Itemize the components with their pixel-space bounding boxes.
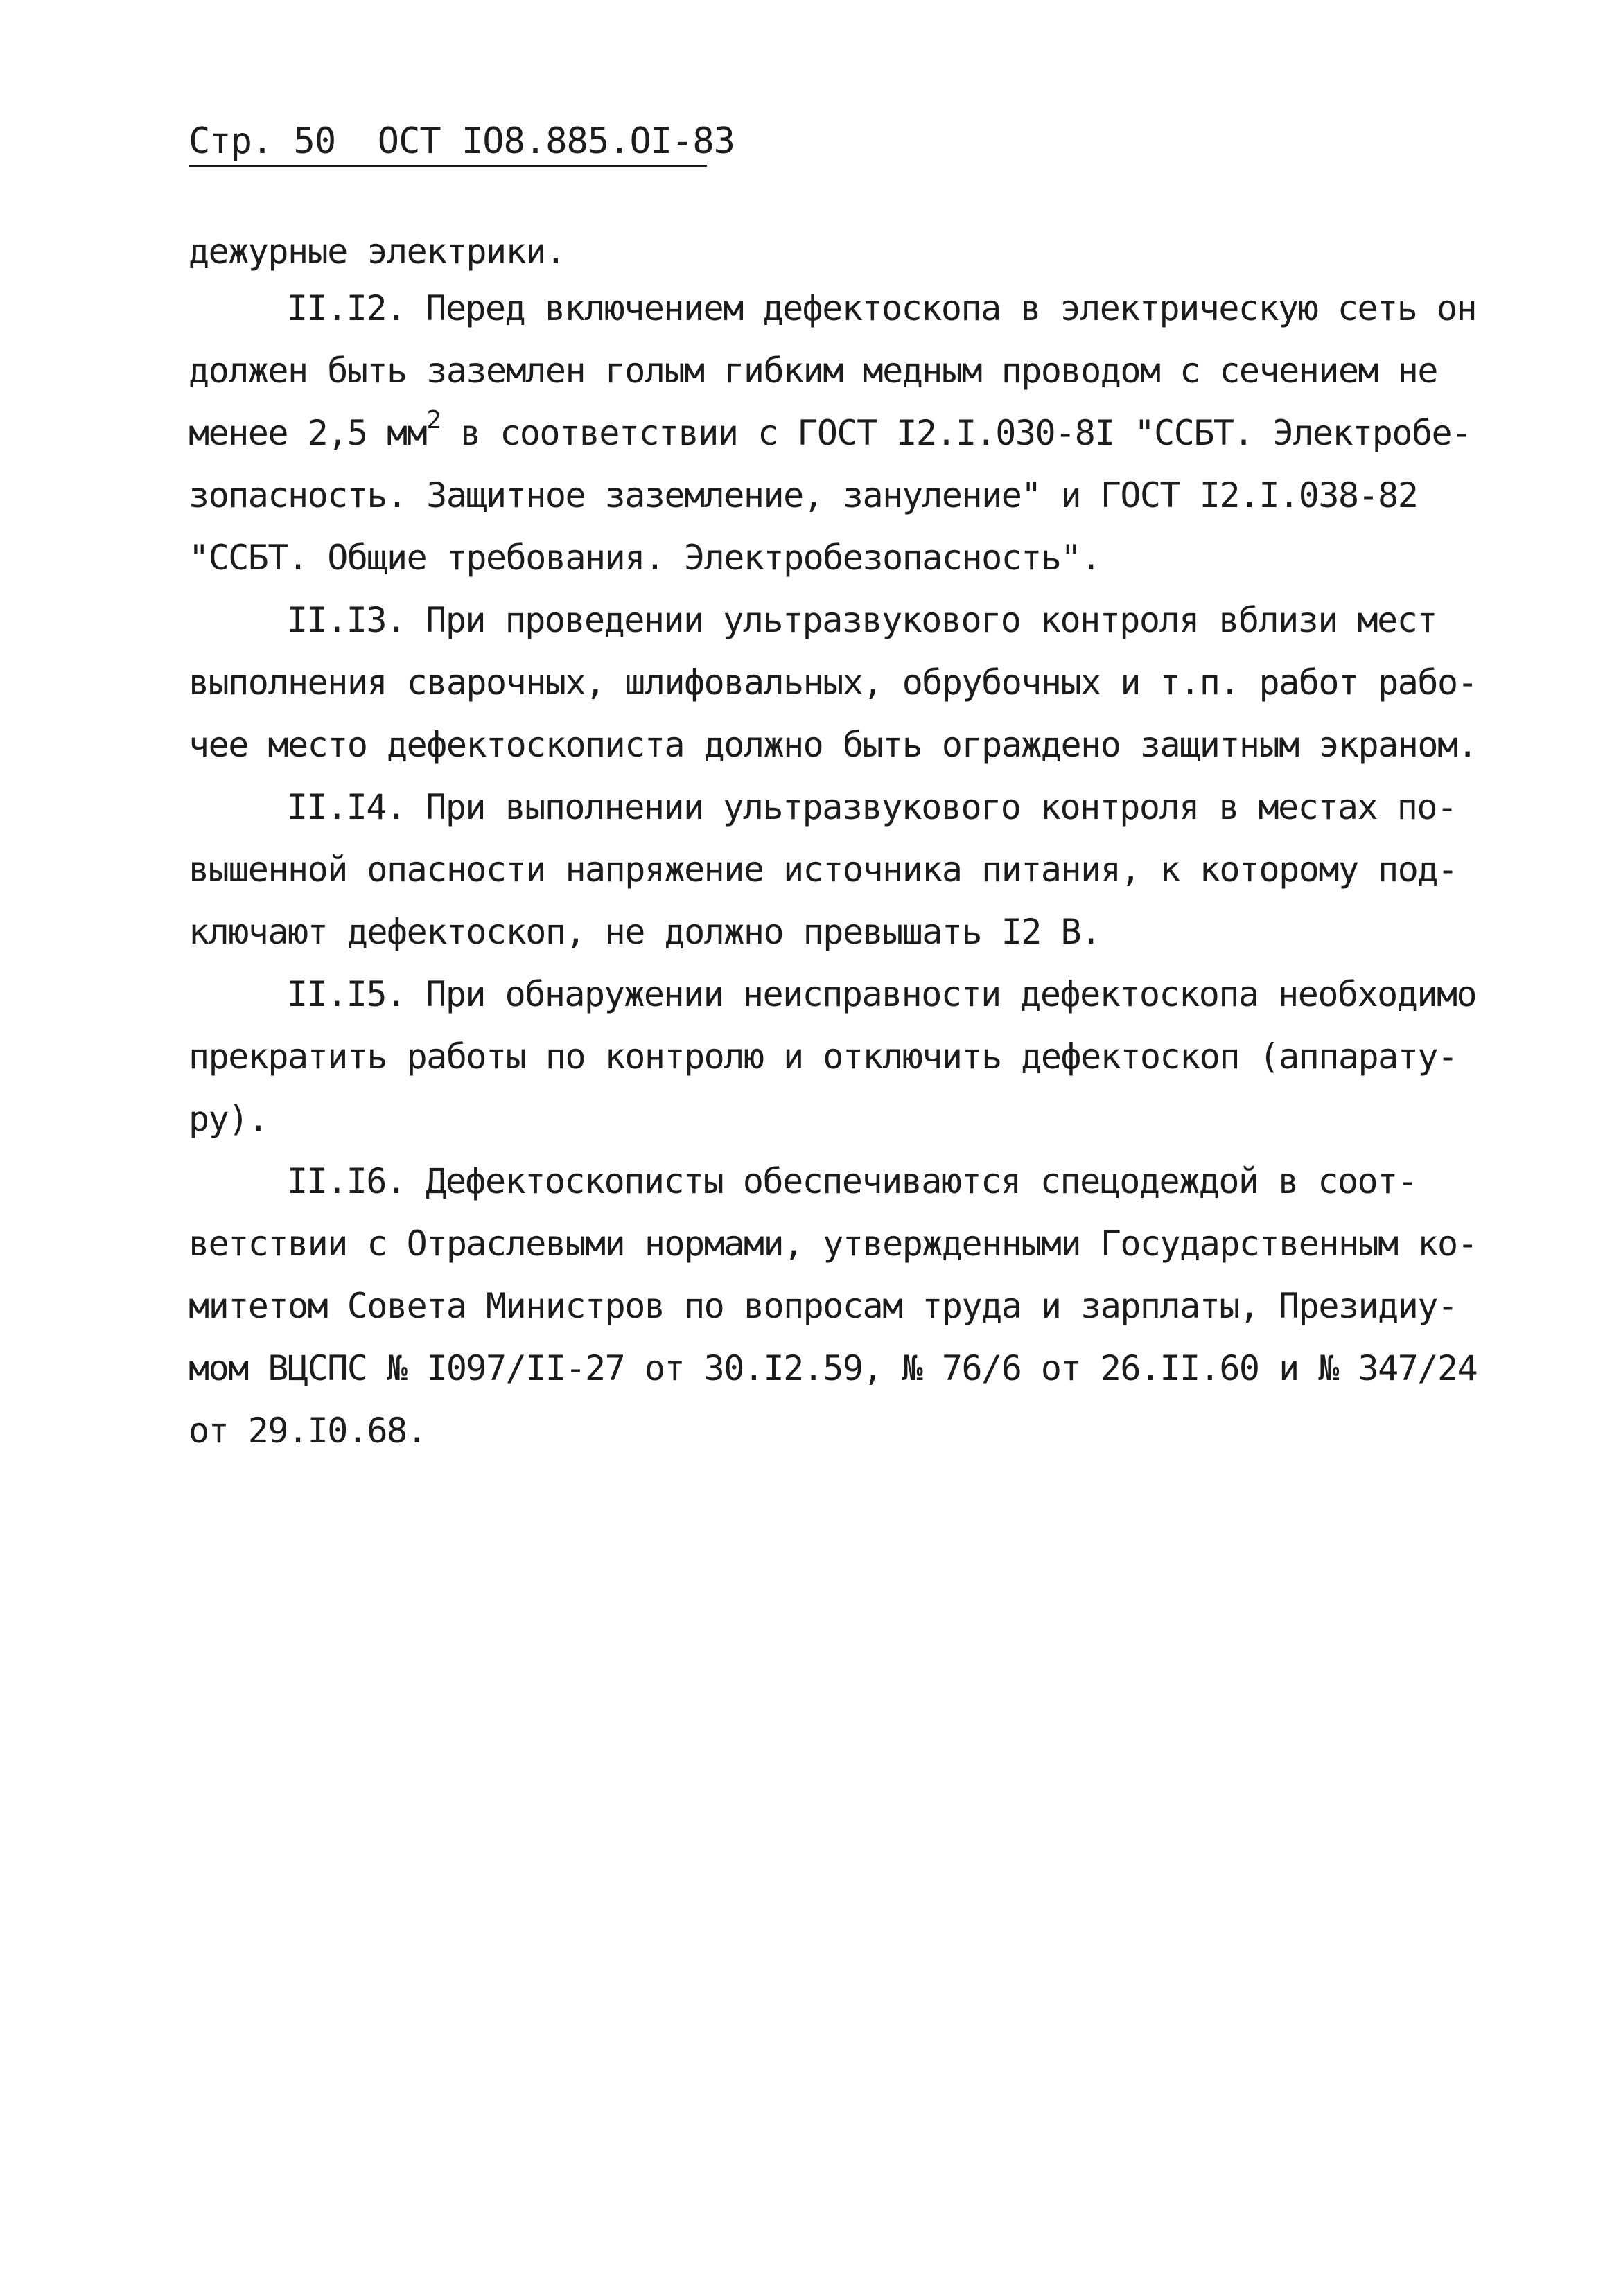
text-line: прекратить работы по контролю и отключить дефектоскоп (аппарату-: [189, 1036, 1457, 1077]
text-fragment: менее 2,5 мм: [189, 413, 427, 453]
text-line: чее место дефектоскописта должно быть ограждено защитным экраном.: [189, 725, 1478, 765]
text-line: ру).: [189, 1099, 268, 1139]
text-line: выполнения сварочных, шлифовальных, обрубочных и т.п. работ рабо-: [189, 662, 1478, 703]
paragraph-11-15-first-line: II.I5. При обнаружении неисправности дефектоскопа необходимо: [287, 974, 1477, 1014]
text-line: мом ВЦСПС № I097/II-27 от 30.I2.59, № 76/6 от 26.II.60 и № 347/24: [189, 1348, 1478, 1388]
text-line: [189, 406, 1471, 453]
text-line: вышенной опасности напряжение источника питания, к которому под-: [189, 849, 1457, 890]
text-line: от 29.I0.68.: [189, 1411, 427, 1451]
text-line: ключают дефектоскоп, не должно превышать I2 В.: [189, 912, 1101, 952]
paragraph-11-12-first-line: II.I2. Перед включением дефектоскопа в электрическую сеть он: [287, 288, 1477, 328]
text-line: митетом Совета Министров по вопросам труда и зарплаты, Президиу-: [189, 1286, 1457, 1326]
text-line: дежурные электрики.: [189, 231, 566, 272]
text-line: ветствии с Отраслевыми нормами, утвержденными Государственным ко-: [189, 1224, 1478, 1264]
paragraph-11-16-first-line: II.I6. Дефектоскописты обеспечиваются спецодеждой в соот-: [287, 1161, 1417, 1201]
header-underline: [189, 165, 707, 167]
paragraph-11-14-first-line: II.I4. При выполнении ультразвукового контроля в местах по-: [287, 787, 1457, 827]
superscript-square: 2: [426, 406, 441, 434]
page-header: Стр. 50 ОСТ IО8.885.ОI-83: [189, 121, 735, 162]
text-line: зопасность. Защитное заземление, зануление" и ГОСТ I2.I.038-82: [189, 475, 1418, 515]
paragraph-11-13-first-line: II.I3. При проведении ультразвукового контроля вблизи мест: [287, 600, 1437, 640]
text-fragment: в соответствии с ГОСТ I2.I.030-8I "ССБТ. Электробе-: [440, 413, 1471, 453]
text-line: "ССБТ. Общие требования. Электробезопасность".: [189, 538, 1101, 578]
text-line: должен быть заземлен голым гибким медным проводом с сечением не: [189, 351, 1437, 391]
